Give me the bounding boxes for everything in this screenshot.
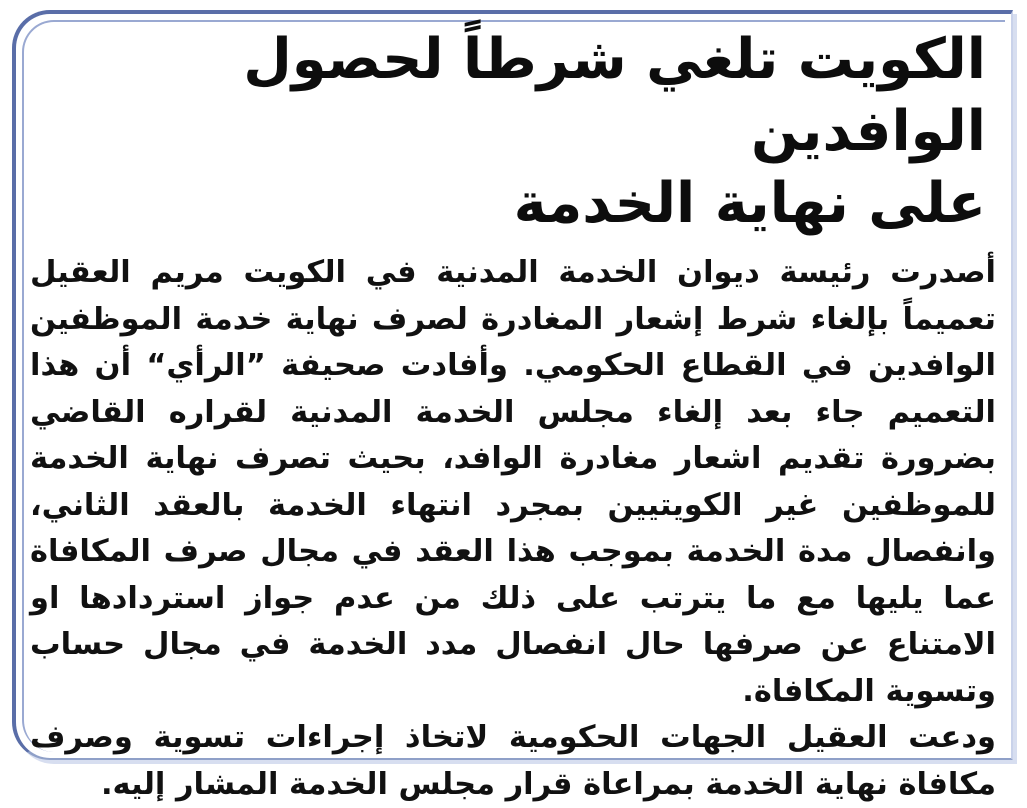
- news-article: [30, 24, 996, 802]
- article-headline: [30, 24, 996, 240]
- article-body: [30, 250, 996, 808]
- article-paragraph-2: ودعت العقيل الجهات الحكومية لاتخاذ إجراءات تسوية وصرف مكافاة نهاية الخدمة بمراعاة قرار مجلس الخدمة المشار إليه.: [30, 720, 996, 802]
- article-paragraph-1: أصدرت رئيسة ديوان الخدمة المدنية في الكويت مريم العقيل تعميماً بإلغاء شرط إشعار المغادرة لصرف نهاية خدمة الموظفين الوافدين في القطاع الحكومي. وأفادت صحيفة ”الرأي“ أن هذا التعميم جاء بعد إلغاء مجلس الخدمة المدنية لقراره القاضي بضرورة تقديم اشعار مغادرة الوافد، بحيث تصرف نهاية الخدمة للموظفين غير الكويتيين بمجرد انتهاء الخدمة بالعقد الثاني، وانفصال مدة الخدمة بموجب هذا العقد في مجال صرف المكافاة عما يليها مع ما يترتب على ذلك من عدم جواز استردادها او الامتناع عن صرفها حال انفصال مدد الخدمة في مجال حساب وتسوية المكافاة.: [30, 255, 996, 709]
- headline-line-1: الكويت تلغي شرطاً لحصول الوافدين: [243, 27, 986, 164]
- headline-line-2: على نهاية الخدمة: [513, 171, 986, 236]
